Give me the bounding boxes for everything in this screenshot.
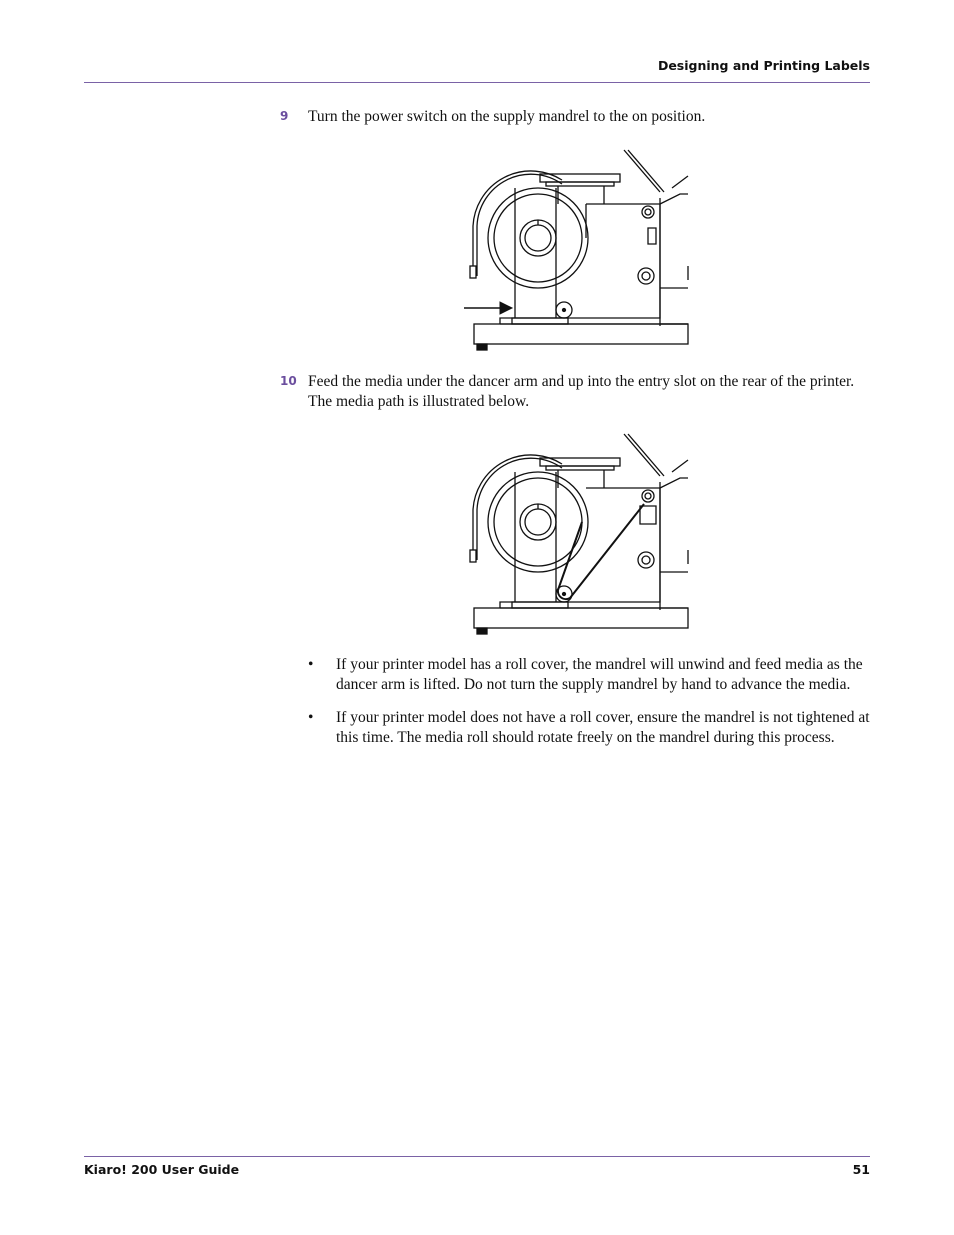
header-rule	[84, 82, 870, 83]
list-item	[308, 708, 870, 747]
page-header-title: Designing and Printing Labels	[657, 58, 870, 73]
power-switch-illustration	[460, 148, 692, 356]
page-number: 51	[852, 1162, 870, 1177]
notes-list	[308, 655, 870, 761]
footer-guide-title: Kiaro! 200 User Guide	[84, 1162, 240, 1177]
step-number: 10	[280, 374, 297, 388]
step-text: Feed the media under the dancer arm and up into the entry slot on the rear of the printer. The media path is illustrated below.	[308, 373, 855, 410]
list-item	[308, 655, 870, 694]
bullet-text: If your printer model has a roll cover, the mandrel will unwind and feed media as the dancer arm is lifted. Do not turn the supply mandrel by hand to advance the media.	[336, 656, 863, 693]
step-text: Turn the power switch on the supply mandrel to the on position.	[308, 108, 706, 125]
arrow-icon	[464, 302, 512, 314]
step-9	[280, 107, 870, 127]
bullet-text: If your printer model does not have a roll cover, ensure the mandrel is not tightened at this time. The media roll should rotate freely on the mandrel during this process.	[336, 709, 870, 746]
step-10	[280, 372, 870, 411]
step-number: 9	[280, 109, 289, 123]
bullet-marker: •	[308, 656, 314, 673]
bullet-marker: •	[308, 709, 314, 726]
footer-rule	[84, 1156, 870, 1157]
media-path-illustration	[460, 432, 692, 640]
